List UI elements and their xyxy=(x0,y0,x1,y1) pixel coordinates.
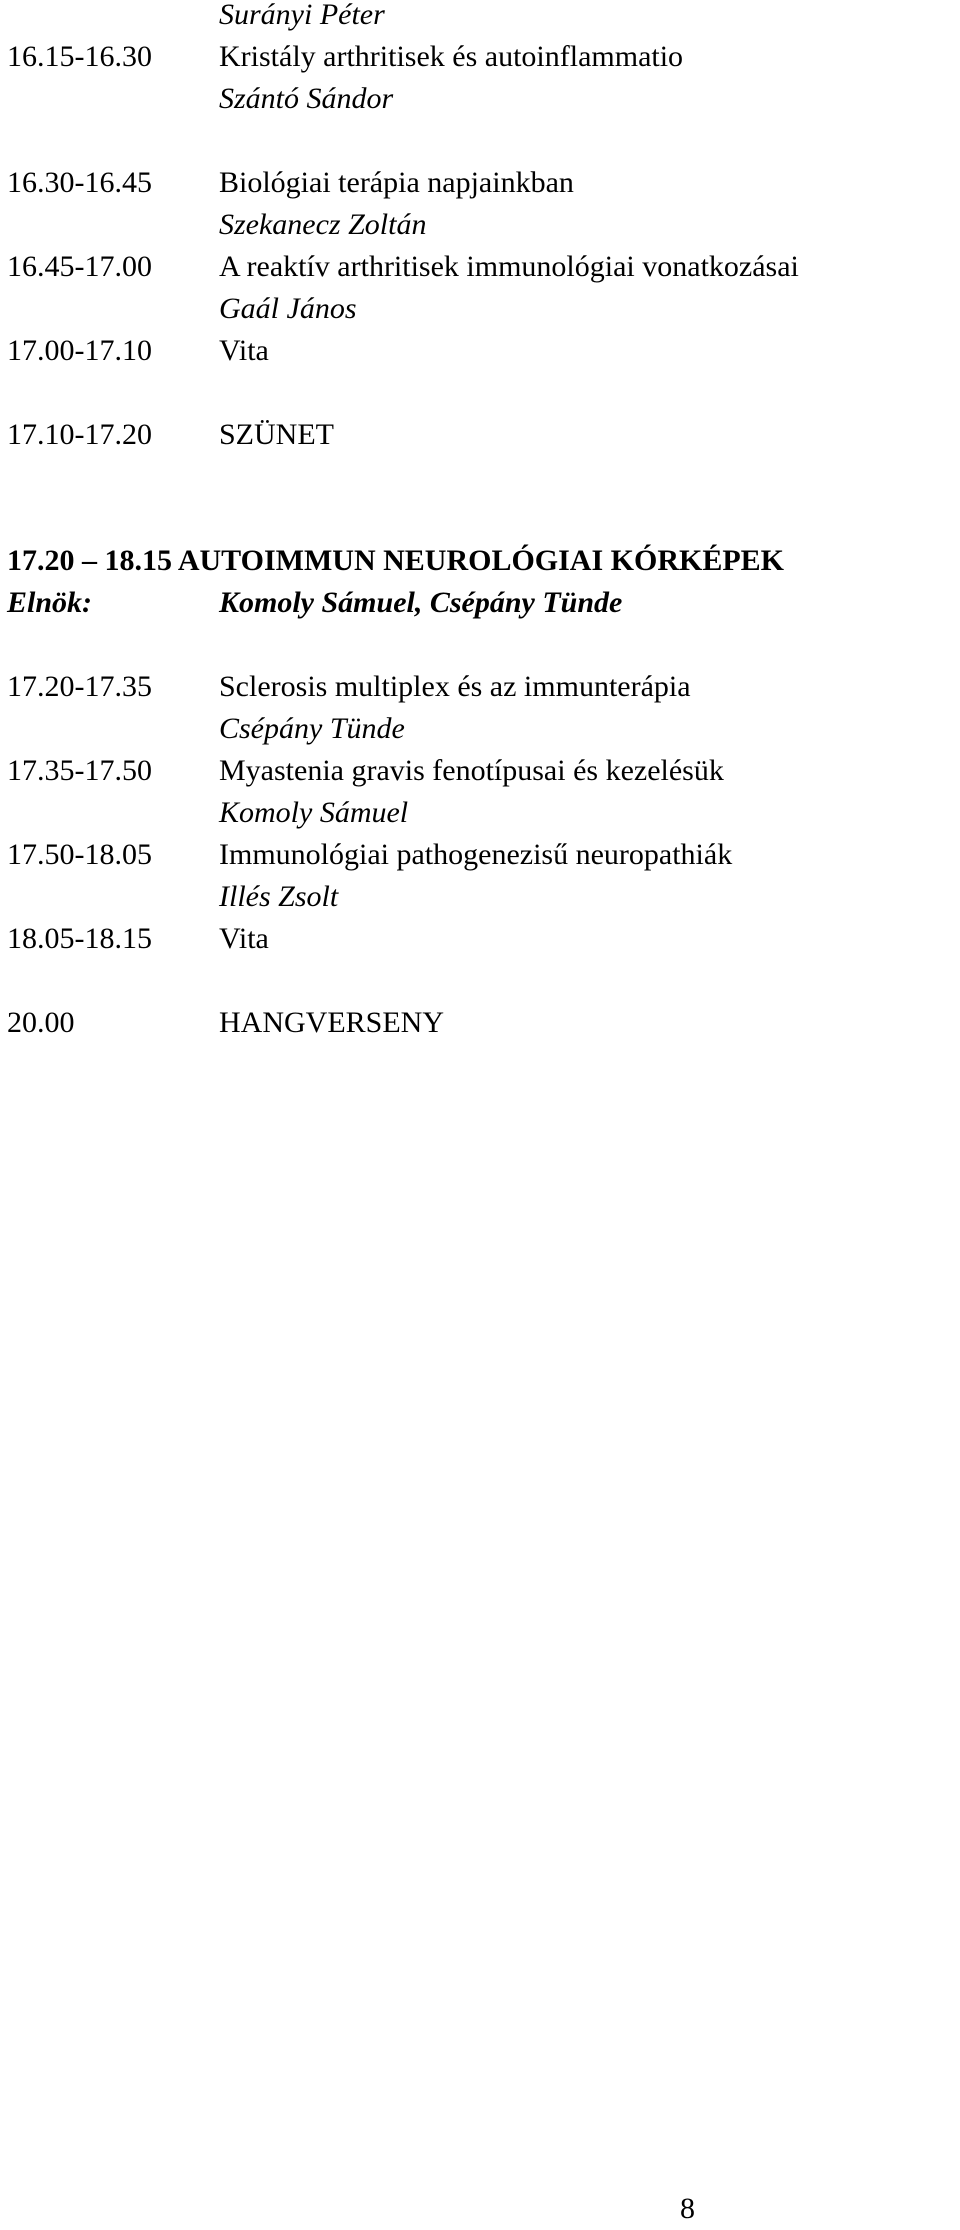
time-slot: 16.15-16.30 xyxy=(7,40,152,73)
time-slot: 17.50-18.05 xyxy=(7,838,152,871)
speaker-line xyxy=(0,0,960,36)
speaker-line xyxy=(0,204,960,246)
talk-title: A reaktív arthritisek immunológiai vonatkozásai xyxy=(219,250,799,283)
session-heading xyxy=(0,540,960,582)
speaker-line xyxy=(0,792,960,834)
speaker-name: Szántó Sándor xyxy=(219,82,394,115)
page-number: 8 xyxy=(680,2192,695,2225)
speaker-line xyxy=(0,708,960,750)
speaker-line xyxy=(0,288,960,330)
talk-title: Myastenia gravis fenotípusai és kezelésük xyxy=(219,754,724,787)
chair-names: Komoly Sámuel, Csépány Tünde xyxy=(219,586,623,619)
program-item xyxy=(0,750,960,792)
program-item xyxy=(0,330,960,372)
program-item xyxy=(0,1002,960,1044)
program-item xyxy=(0,162,960,204)
talk-title: Sclerosis multiplex és az immunterápia xyxy=(219,670,691,703)
program-item xyxy=(0,918,960,960)
time-slot: 16.45-17.00 xyxy=(7,250,152,283)
time-slot: 17.20-17.35 xyxy=(7,670,152,703)
talk-title: SZÜNET xyxy=(219,418,334,451)
chair-label: Elnök: xyxy=(7,586,93,619)
speaker-name: Szekanecz Zoltán xyxy=(219,208,427,241)
program-item xyxy=(0,246,960,288)
time-slot: 18.05-18.15 xyxy=(7,922,152,955)
program-item xyxy=(0,834,960,876)
program-item xyxy=(0,666,960,708)
talk-title: Immunológiai pathogenezisű neuropathiák xyxy=(219,838,733,871)
speaker-name: Surányi Péter xyxy=(219,0,385,31)
talk-title: Biológiai terápia napjainkban xyxy=(219,166,574,199)
program-item xyxy=(0,36,960,78)
time-slot: 20.00 xyxy=(7,1006,75,1039)
time-slot: 17.00-17.10 xyxy=(7,334,152,367)
speaker-name: Komoly Sámuel xyxy=(219,796,409,829)
time-slot: 17.10-17.20 xyxy=(7,418,152,451)
speaker-name: Illés Zsolt xyxy=(219,880,339,913)
speaker-name: Csépány Tünde xyxy=(219,712,405,745)
talk-title: Vita xyxy=(219,922,269,955)
speaker-name: Gaál János xyxy=(219,292,357,325)
talk-title: HANGVERSENY xyxy=(219,1006,444,1039)
talk-title: Vita xyxy=(219,334,269,367)
session-title: 17.20 – 18.15 AUTOIMMUN NEUROLÓGIAI KÓRKÉPEK xyxy=(7,544,784,577)
session-chairs xyxy=(0,582,960,624)
speaker-line xyxy=(0,78,960,120)
speaker-line xyxy=(0,876,960,918)
time-slot: 16.30-16.45 xyxy=(7,166,152,199)
time-slot: 17.35-17.50 xyxy=(7,754,152,787)
program-item xyxy=(0,414,960,456)
talk-title: Kristály arthritisek és autoinflammatio xyxy=(219,40,684,73)
